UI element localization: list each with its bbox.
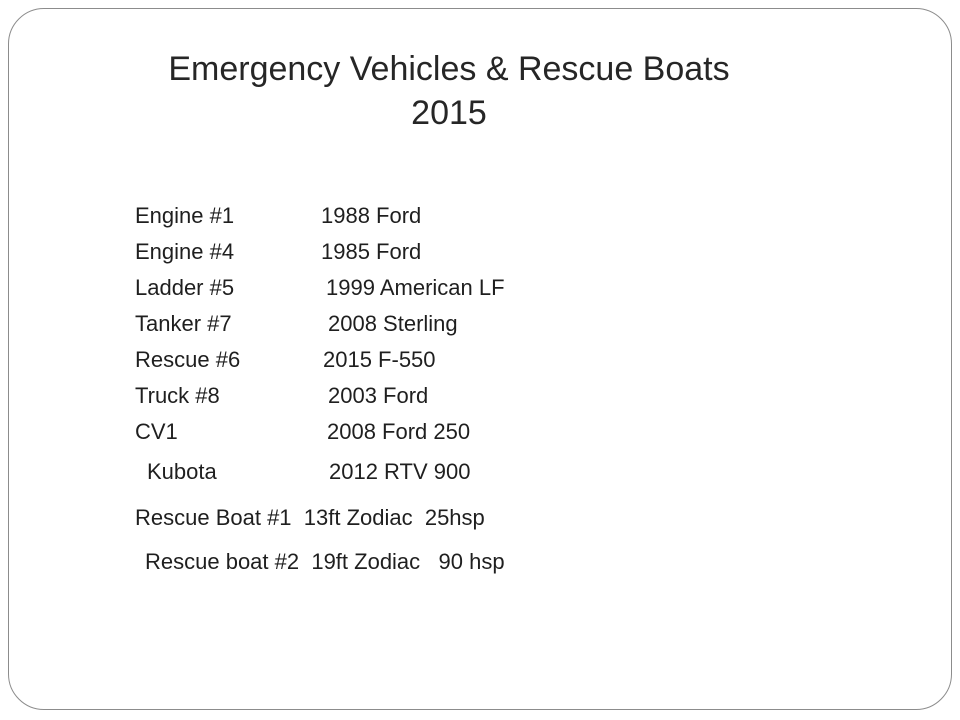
vehicle-name: Engine #4: [135, 239, 235, 264]
vehicle-detail: 1999 American LF: [326, 275, 505, 300]
vehicle-name: Truck #8: [135, 383, 220, 408]
vehicle-detail: 2012 RTV 900: [329, 459, 471, 484]
vehicle-detail: 1988 Ford: [321, 203, 422, 228]
vehicle-detail: 2003 Ford: [328, 383, 429, 408]
boat-entry: Rescue Boat #1 13ft Zodiac 25hsp: [135, 505, 485, 530]
vehicle-name: Kubota: [147, 459, 217, 484]
boat-entry: Rescue boat #2 19ft Zodiac 90 hsp: [145, 549, 505, 574]
vehicle-detail: 2008 Ford 250: [327, 419, 471, 444]
slide-title: [9, 47, 889, 135]
vehicle-detail: 1985 Ford: [321, 239, 422, 264]
title-line-2: 2015: [411, 94, 487, 132]
vehicle-name: Ladder #5: [135, 275, 235, 300]
vehicle-name: Engine #1: [135, 203, 235, 228]
vehicle-detail: 2008 Sterling: [328, 311, 458, 336]
vehicle-name: Tanker #7: [135, 311, 232, 336]
slide-frame: [8, 8, 952, 710]
vehicle-detail: 2015 F-550: [323, 347, 436, 372]
title-line-1: Emergency Vehicles & Rescue Boats: [168, 50, 730, 88]
vehicle-name: CV1: [135, 419, 178, 444]
vehicle-name: Rescue #6: [135, 347, 241, 372]
